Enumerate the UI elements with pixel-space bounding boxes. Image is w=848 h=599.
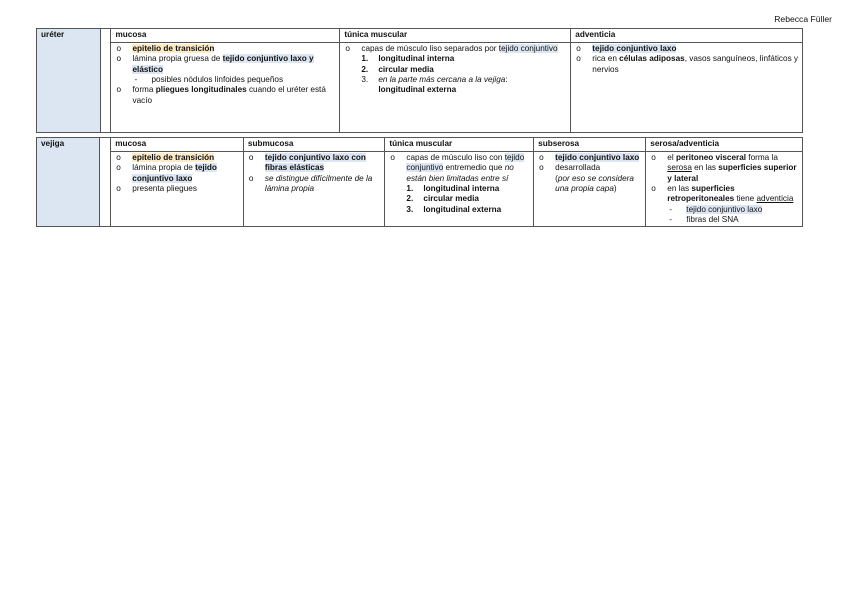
header-adventicia: adventicia bbox=[571, 29, 803, 43]
list-item: 3. en la parte más cercana a la vejiga: longitudinal externa bbox=[361, 74, 508, 95]
list-item: - tejido conjuntivo laxo bbox=[667, 205, 799, 215]
vejiga-table bbox=[36, 137, 803, 227]
header-submucosa: submucosa bbox=[243, 138, 384, 152]
list-item: 2. circular media bbox=[361, 64, 434, 74]
ureter-adventicia-cell bbox=[571, 43, 803, 133]
list-item: o lámina propia de tejido conjuntivo laxo bbox=[115, 163, 240, 184]
list-item: o tejido conjuntivo laxo bbox=[538, 153, 642, 163]
vejiga-submucosa-cell bbox=[243, 152, 384, 227]
list-item: - fibras del SNA bbox=[667, 215, 799, 225]
list-item: o tejido conjuntivo laxo bbox=[575, 44, 799, 54]
vejiga-muscular-cell bbox=[385, 152, 534, 227]
list-item: o se distingue difícilmente de la lámina propia bbox=[248, 174, 381, 195]
list-item: o en las superficies retroperitoneales tiene adventicia - tejido conjuntivo laxo - fibras del SNA bbox=[650, 184, 799, 225]
list-item: o el peritoneo visceral forma la serosa en las superficies superior y lateral bbox=[650, 153, 799, 184]
list-item: o epitelio de transición bbox=[115, 153, 240, 163]
ureter-table bbox=[36, 28, 803, 133]
organ-label-vejiga: vejiga bbox=[37, 138, 100, 227]
list-item: o desarrollada (por eso se considera una propia capa) bbox=[538, 163, 642, 194]
list-item: 3. longitudinal externa bbox=[406, 204, 502, 214]
list-item: - posibles nódulos linfoides pequeños bbox=[132, 75, 336, 85]
header-mucosa: mucosa bbox=[111, 138, 244, 152]
list-item: o forma pliegues longitudinales cuando el uréter está vacío bbox=[115, 85, 336, 106]
vejiga-serosa-cell bbox=[646, 152, 803, 227]
list-item: 1. longitudinal interna bbox=[406, 183, 500, 193]
list-item: o capas de músculo liso con tejido conjuntivo entremedio que no están bien limitadas entre sí bbox=[389, 153, 530, 184]
list-item: o capas de músculo liso separados por tejido conjuntivo bbox=[344, 44, 567, 54]
header-serosa-adventicia: serosa/adventicia bbox=[646, 138, 803, 152]
vejiga-mucosa-cell bbox=[111, 152, 244, 227]
header-tunica-muscular: túnica muscular bbox=[385, 138, 534, 152]
header-mucosa: mucosa bbox=[111, 29, 340, 43]
list-item: o presenta pliegues bbox=[115, 184, 240, 194]
vejiga-subserosa-cell bbox=[534, 152, 646, 227]
list-item: 1. longitudinal interna bbox=[361, 54, 455, 64]
list-item: o rica en células adiposas, vasos sanguíneos, linfáticos y nervios bbox=[575, 54, 799, 75]
ureter-muscular-cell bbox=[340, 43, 571, 133]
header-tunica-muscular: túnica muscular bbox=[340, 29, 571, 43]
column-gap bbox=[100, 138, 111, 227]
list-item: 2. circular media bbox=[406, 194, 479, 204]
list-item: o epitelio de transición bbox=[115, 44, 336, 54]
column-gap bbox=[100, 29, 111, 133]
list-item: o lámina propia gruesa de tejido conjuntivo laxo y elástico - posibles nódulos linfoides pequeños bbox=[115, 54, 336, 85]
author-name: Rebecca Füller bbox=[774, 14, 832, 24]
header-subserosa: subserosa bbox=[534, 138, 646, 152]
list-item: o tejido conjuntivo laxo con fibras elásticas bbox=[248, 153, 381, 174]
organ-label-ureter: uréter bbox=[37, 29, 101, 133]
ureter-mucosa-cell bbox=[111, 43, 340, 133]
